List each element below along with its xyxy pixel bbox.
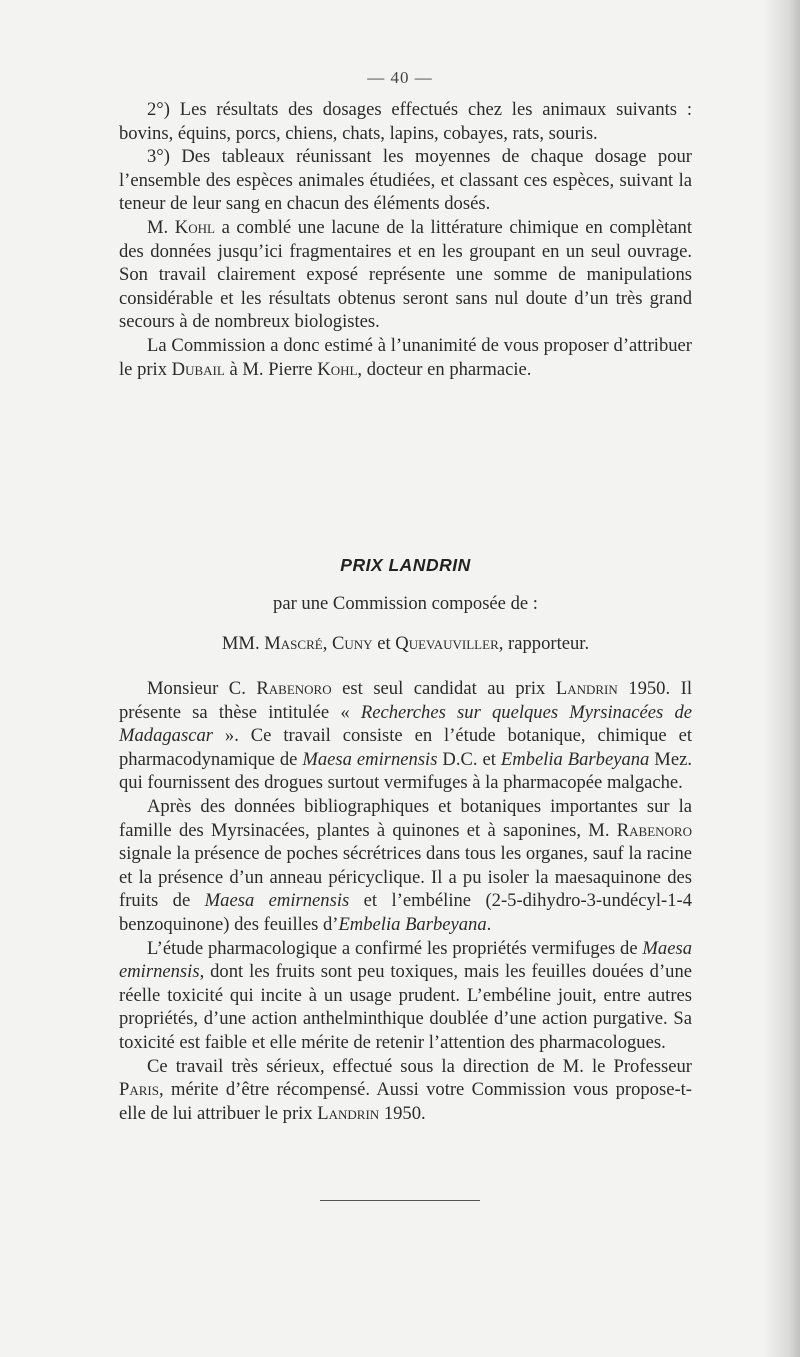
text-segment: à M. Pierre xyxy=(224,358,318,380)
member-name: Cuny xyxy=(331,633,373,654)
text-segment: , xyxy=(322,633,332,654)
species-name: Maesa emirnensis xyxy=(204,890,350,912)
species-name: Embelia Barbeyana xyxy=(500,748,650,770)
species-name: Maesa emirnensis xyxy=(119,937,692,983)
text-segment: ». Ce travail consiste en l’étude botanique, chimique et pharmacodynamique de xyxy=(119,725,692,770)
prize-name: Dubail xyxy=(171,358,225,380)
text-segment: et xyxy=(372,633,396,654)
author-name: Kohl xyxy=(317,358,358,380)
thesis-title: Recherches sur quelques Myrsinacées de Madagascar xyxy=(119,701,692,747)
section-divider xyxy=(320,1200,480,1201)
text-segment: Après des données bibliographiques et botaniques importantes sur la famille des Myrsinacées, plantes à quinones et à saponines, M. xyxy=(119,795,692,841)
author-name: Kohl xyxy=(174,216,215,238)
paragraph-botany xyxy=(119,795,692,937)
candidate-name: Rabenoro xyxy=(616,819,692,841)
text-segment: signale la présence de poches sécrétrices dans tous les organes, sauf la racine et la présence d’un anneau péricyclique. Il a pu isoler la maesaquinone des fruits de xyxy=(119,843,692,912)
text-segment: D.C. et xyxy=(437,748,501,770)
paragraph-conclusion xyxy=(119,1055,692,1126)
text-segment: est seul candidat au prix xyxy=(331,678,556,699)
paragraph-pharmacology xyxy=(119,937,692,1055)
page-number: — 40 — xyxy=(367,68,433,87)
text-segment: 1950. Il présente sa thèse intitulée « xyxy=(119,678,693,723)
paragraph-kohl xyxy=(119,216,692,334)
paragraph-results-animals: 2°) Les résultats des dosages effectués chez les animaux suivants : bovins, équins, porcs, chiens, chats, lapins, cobayes, rats, souris. xyxy=(119,99,692,144)
species-name: Maesa emirnensis xyxy=(302,748,438,770)
text-segment: . xyxy=(486,913,492,935)
text-segment: , dont les fruits sont peu toxiques, mais les feuilles douées d’une réelle toxicité qui incite à un usage prudent. L’embéline jouit, entre autres propriétés, d’une action anthelminthique doublée d’une action purgative. Sa toxicité est faible et elle mérite de retenir l’attention des pharmacologues. xyxy=(119,961,692,1053)
commission-members xyxy=(119,633,692,655)
prize-header xyxy=(119,555,692,655)
prize-title: PRIX LANDRIN xyxy=(340,555,471,575)
prize-name: Landrin xyxy=(317,1102,380,1124)
candidate-name: Rabenoro xyxy=(256,678,332,699)
professor-name: Paris xyxy=(119,1079,159,1101)
member-name: Mascré xyxy=(264,633,323,654)
text-segment: Monsieur C. xyxy=(147,678,257,699)
text-segment: Ce travail très sérieux, effectué sous la direction de M. le Professeur xyxy=(147,1055,692,1077)
paragraph-tables: 3°) Des tableaux réunissant les moyennes de chaque dosage pour l’ensemble des espèces animales étudiées, et classant ces espèces, suivant la teneur de leur sang en chacun des éléments dosés. xyxy=(119,146,692,215)
page-edge-shadow xyxy=(764,0,800,1357)
text-segment: L’étude pharmacologique a confirmé les propriétés vermifuges de xyxy=(147,937,643,959)
text-segment: , docteur en pharmacie. xyxy=(357,358,532,380)
prize-name: Landrin xyxy=(555,678,618,699)
paragraph-commission-decision xyxy=(119,334,692,381)
text-segment: et l’embéline (2-5-dihydro-3-undécyl-1-4 benzoquinone) des feuilles d’ xyxy=(119,890,692,935)
text-segment: 1950. xyxy=(379,1102,426,1124)
member-name: Quevauviller xyxy=(395,633,499,654)
text-segment: , mérite d’être récompensé. Aussi votre Commission vous propose-t-elle de lui attribuer le prix xyxy=(119,1079,692,1124)
prize-subtitle: par une Commission composée de : xyxy=(273,593,538,614)
text-segment: , rapporteur. xyxy=(498,633,590,654)
text-segment: M. xyxy=(147,216,175,238)
text-segment: Mez. qui fournissent des drogues surtout vermifuges à la pharmacopée malgache. xyxy=(119,748,692,794)
text-segment: a comblé une lacune de la littérature chimique en complètant des données jusqu’ici fragmentaires et en les groupant en un seul ouvrage. Son travail clairement exposé représente une somme de manipulations considérable et les résultats obtenus seront sans nul doute d’un très grand secours à de nombreux biologistes. xyxy=(119,216,692,333)
species-name: Embelia Barbeyana xyxy=(338,913,487,935)
report-text-lower xyxy=(119,677,692,1125)
text-segment: MM. xyxy=(221,633,265,654)
report-text-upper xyxy=(119,98,692,381)
text-segment: La Commission a donc estimé à l’unanimité de vous proposer d’attribuer le prix xyxy=(119,334,692,380)
paragraph-rabenoro xyxy=(119,677,692,795)
